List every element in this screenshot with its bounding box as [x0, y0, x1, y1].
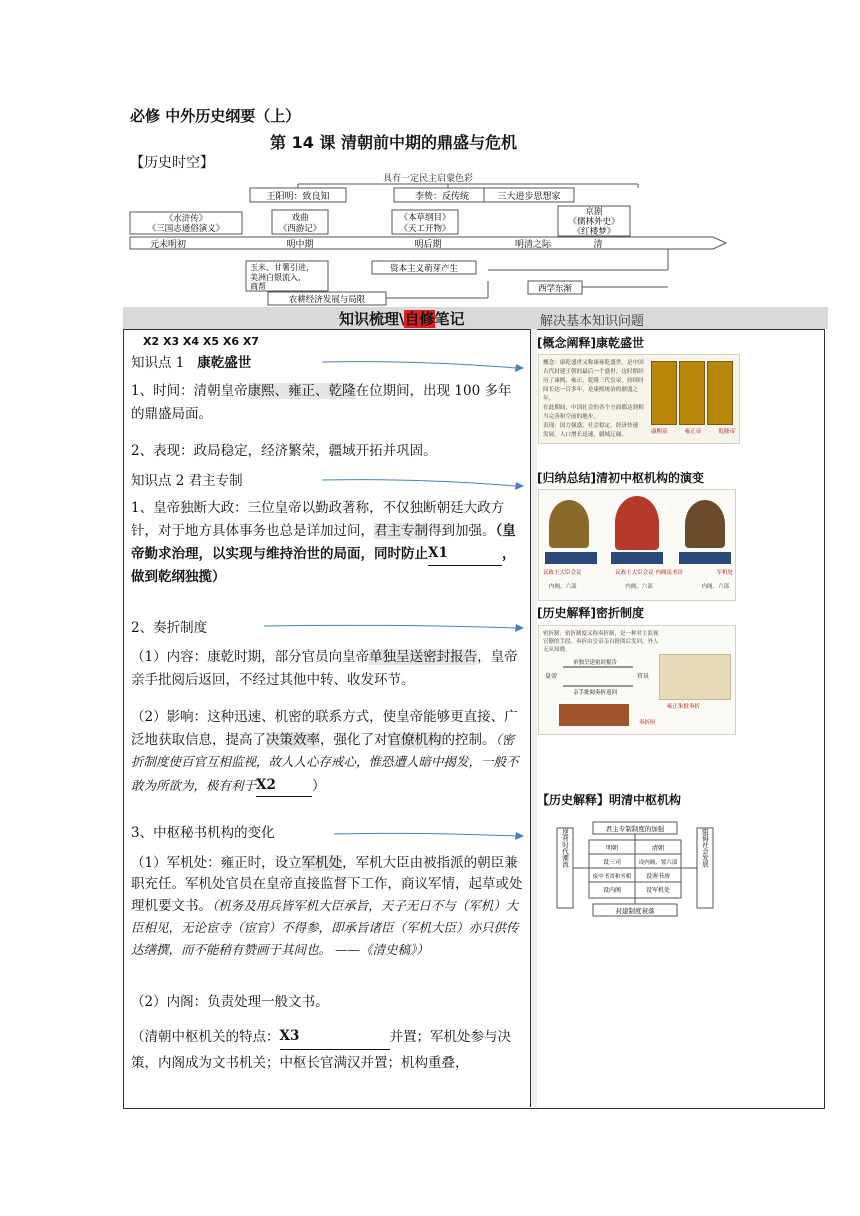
portrait-c — [685, 500, 725, 548]
econ-1: 玉米、甘薯引进， — [250, 263, 314, 272]
secretariat-heading: 3、中枢秘书机构的变化 — [131, 825, 275, 841]
thinker-2: 李贽：反传统 — [414, 192, 470, 202]
timeline-diagram — [128, 172, 728, 307]
x-tabs: X2 X3 X4 X5 X6 X7 — [143, 335, 259, 348]
memorial-content: （1）内容：康乾时期，部分官员向皇帝单独呈送密封报告，皇帝亲手批阅后返回，不经过其他中转、收发环节。 — [131, 649, 518, 688]
work-2: 《三国志通俗演义》 — [147, 224, 225, 234]
era-4: 明清之际 — [514, 240, 552, 250]
lesson-title: 第 14 课 清朝前中期的鼎盛与危机 — [270, 133, 517, 152]
blank-x1[interactable]: X1 — [428, 542, 502, 566]
blank-x2[interactable]: X2 — [256, 774, 312, 798]
box4-title: 【历史解释】明清中枢机构 — [537, 793, 682, 807]
emperor-portrait-3 — [707, 361, 733, 425]
svg-text:官员: 官员 — [637, 673, 650, 680]
svg-text:亲手批阅奏折返回: 亲手批阅奏折返回 — [573, 690, 618, 696]
memorial-box-image — [559, 704, 629, 726]
column-strip — [531, 329, 537, 1107]
timeline-top-label: 具有一定民主启蒙色彩 — [382, 174, 474, 184]
banner-highlight: 自修 — [404, 310, 435, 328]
course-name: 必修 中外历史纲要（上） — [130, 107, 301, 125]
svg-text:君主专制制度的加强: 君主专制制度的加强 — [605, 825, 665, 833]
kp1-performance: 2、表现：政局稳定，经济繁荣，疆域开拓并巩固。 — [131, 443, 437, 459]
arrow-1 — [320, 358, 526, 374]
council-evolution-figure: 议政王大臣会议 议政王大臣会议 内阁南书房 军机处 内阁、六部 内阁、六部 内阁、六部 — [538, 489, 736, 601]
svg-text:设内阁: 设内阁 — [602, 887, 622, 894]
west-learning: 西学东渐 — [537, 284, 573, 294]
work-3: 戏曲 — [291, 213, 309, 223]
work-4: 《西游记》 — [278, 224, 322, 234]
work-5: 《本草纲目》 — [399, 213, 451, 223]
banner-title: 知识梳理\自修笔记 — [339, 310, 465, 328]
column-divider — [530, 329, 531, 1107]
era-1: 元末明初 — [149, 240, 187, 250]
kp2-heading: 知识点 2 君主专制 — [131, 473, 243, 489]
blank-x3[interactable]: X3 — [280, 1023, 390, 1050]
svg-text:清朝: 清朝 — [651, 845, 665, 852]
memorial-impact: （2）影响：这种迅速、机密的联系方式，使皇帝能够更直接、广泛地获取信息，提高了决策效率，强化了对官僚机构的控制。（密折制度使百官互相监视，故人人心存戒心，惟恐遭人暗中揭发，一般不敢为所欲为，极有利于X2 ） — [131, 706, 523, 797]
memorial-heading: 2、奏折制度 — [131, 620, 208, 636]
box1-title: [概念阐释]康乾盛世 — [537, 336, 644, 350]
svg-text:单独呈送密封报告: 单独呈送密封报告 — [573, 660, 618, 666]
portrait-b — [615, 496, 659, 550]
central-features: （清朝中枢机关的特点：X3 并置；军机处参与决策，内阁成为文书机关；中枢长官满汉并置；机构重叠， — [131, 1023, 523, 1076]
kangqian-figure: 概念：康乾盛世又称康雍乾盛世，是中国 古代封建王朝的最后一个盛世，这时期经 历了康熙、雍正、乾隆三代皇帝，持续时 间长达一百多年，是康熙统治的鼎盛之年， 在此期间，中国社会的各个方面都达到相 当完善和空前的地步。 表现：国力强盛，社会稳定，经济快速 发展，人口增长迅速，疆域辽阔。 康熙帝 雍正帝 乾隆帝 — [538, 354, 740, 444]
arrow-2 — [320, 476, 526, 492]
capitalism: 资本主义萌芽产生 — [389, 264, 459, 274]
work-6: 《天工开物》 — [399, 224, 451, 234]
econ-2: 美洲白银流入， — [250, 273, 306, 282]
banner-hint: 解决基本知识问题 — [540, 314, 645, 329]
era-5: 清 — [593, 240, 603, 250]
box3-title: [历史解释]密折制度 — [537, 606, 644, 620]
memorial-figure: 密折制：密折制度又称奏折制，是一种君主监视 官僚的手段。奏折由皇帝亲自批阅后发回，外人 无从知晓。 单独呈送密封报告 皇帝 官员 亲手批阅奏折返回 雍正朱批奏折 奏折匣 — [538, 625, 736, 735]
kp1-title: 康乾盛世 — [197, 355, 252, 371]
svg-text:逆背时代潮流: 逆背时代潮流 — [561, 828, 569, 868]
emperor-portrait-2 — [679, 361, 705, 425]
svg-text:设内阁、置六部: 设内阁、置六部 — [638, 860, 678, 866]
box2-title: [归纳总结]清初中枢机构的演变 — [537, 471, 704, 485]
svg-text:设三司: 设三司 — [602, 859, 622, 866]
kp1-heading: 知识点 1 康乾盛世 — [131, 355, 252, 371]
arrow-4 — [332, 828, 526, 844]
kp1-time: 1、时间：清朝皇帝康熙、雍正、乾隆在位期间，出现 100 多年的鼎盛局面。 — [131, 383, 512, 422]
work-1: 《水浒传》 — [164, 214, 208, 224]
svg-text:废中书省和丞相: 废中书省和丞相 — [592, 874, 632, 880]
portrait-a — [549, 500, 589, 548]
grand-council: （1）军机处：雍正时，设立军机处，军机大臣由被指派的朝臣兼职充任。军机处官员在皇帝直接监督下工作，商议军情，起草或处理机要文书。（机务及用兵皆军机大臣承旨，天子无日不与（军机）大臣相见，无论宦寺（宦官）不得参，即承旨诸臣（军机大臣）亦只供传达缮撰，而不能稍有赞画于其间也。 ——《清史稿》） — [131, 855, 523, 957]
section-tag: 【历史时空】 — [130, 155, 214, 171]
memorial-image — [659, 654, 731, 700]
era-3: 明后期 — [414, 240, 442, 250]
svg-text:阻碍社会发展: 阻碍社会发展 — [701, 828, 709, 868]
svg-text:设军机处: 设军机处 — [645, 887, 671, 894]
work-7: 京剧 — [585, 207, 603, 217]
grand-secretariat: （2）内阁：负责处理一般文书。 — [131, 994, 329, 1010]
emperor-portrait-1 — [651, 361, 677, 425]
work-8: 《儒林外史》 — [568, 217, 620, 227]
section-banner — [123, 307, 828, 329]
thinker-3: 三大进步思想家 — [497, 192, 561, 202]
era-2: 明中期 — [286, 240, 314, 250]
svg-text:设南书房: 设南书房 — [645, 873, 671, 880]
kp2-autocracy: 1、皇帝独断大政：三位皇帝以勤政著称，不仅独断朝廷大政方针，对于地方具体事务也总是详加过问，君主专制得到加强。（皇帝勤求治理，以实现与维持治世的局面，同时防止X1 ，做到乾纲独揽） — [131, 500, 516, 585]
svg-text:明朝: 明朝 — [605, 845, 619, 852]
box1-text: 概念：康乾盛世又称康雍乾盛世，是中国 古代封建王朝的最后一个盛世，这时期经 历了康熙、雍正、乾隆三代皇帝，持续时 间长达一百多年，是康熙统治的鼎盛之年， 在此期间，中国社会的各个方面都达到相 当完善和空前的地步。 表现：国力强盛，社会稳定，经济快速 发展，人口增长迅速，疆域辽阔。 — [543, 360, 644, 438]
arrow-3 — [262, 620, 526, 636]
econ-3: 商帮 — [250, 282, 266, 291]
ming-qing-diagram — [555, 818, 715, 920]
svg-text:封建制度衰落: 封建制度衰落 — [615, 907, 655, 915]
agri: 农耕经济发展与局限 — [288, 295, 366, 305]
svg-text:皇帝: 皇帝 — [545, 673, 558, 680]
work-9: 《红楼梦》 — [572, 227, 616, 237]
thinker-1: 王阳明：致良知 — [266, 192, 330, 202]
